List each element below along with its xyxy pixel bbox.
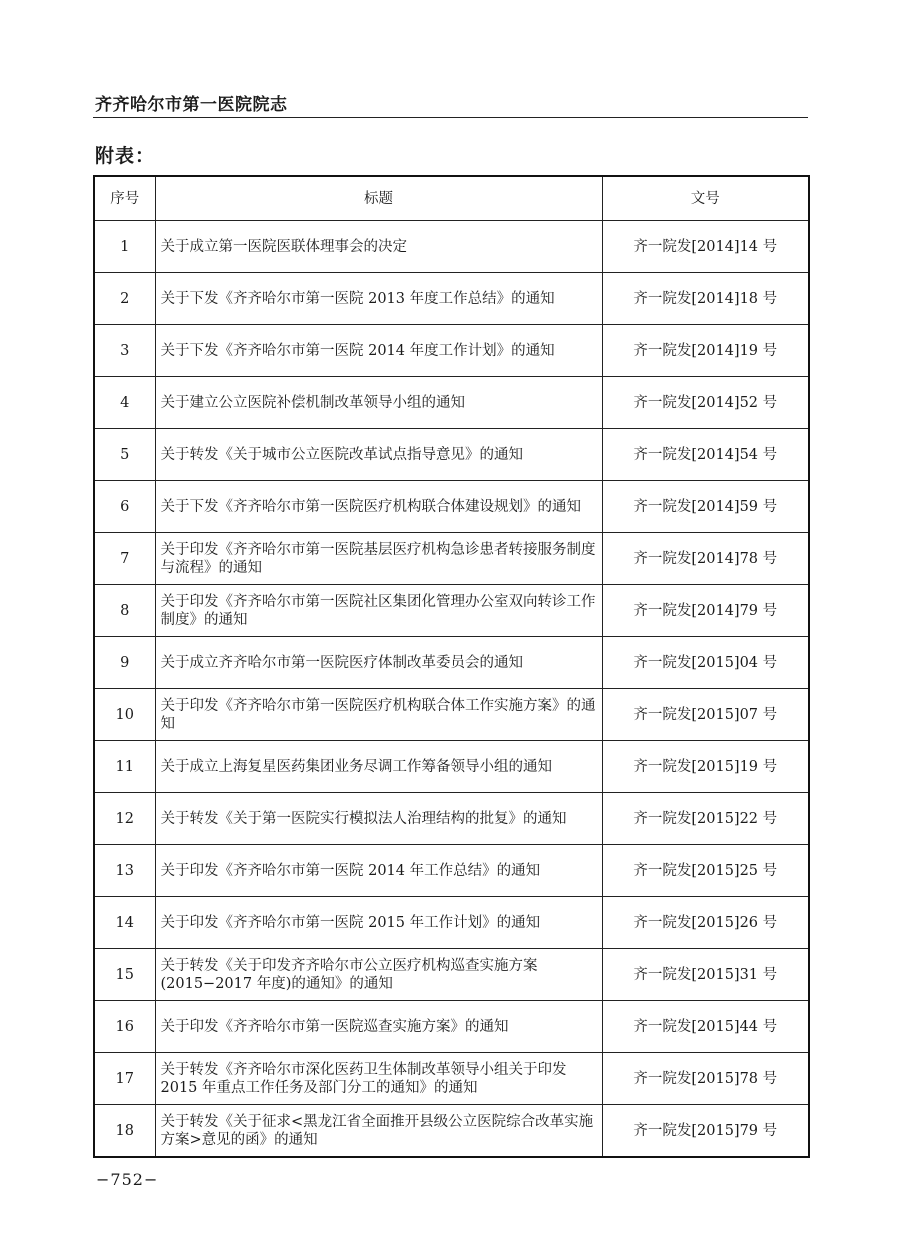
column-header-number: 序号 xyxy=(94,176,155,221)
table-row xyxy=(94,325,809,377)
row-title: 关于印发《齐齐哈尔市第一医院基层医疗机构急诊患者转接服务制度与流程》的通知 xyxy=(155,533,602,585)
row-number: 5 xyxy=(94,429,155,481)
row-document-number: 齐一院发[2014]79 号 xyxy=(602,585,809,637)
running-head: 齐齐哈尔市第一医院院志 xyxy=(95,95,288,115)
row-title: 关于下发《齐齐哈尔市第一医院医疗机构联合体建设规划》的通知 xyxy=(155,481,602,533)
row-title: 关于转发《齐齐哈尔市深化医药卫生体制改革领导小组关于印发 2015 年重点工作任务及部门分工的通知》的通知 xyxy=(155,1053,602,1105)
table-row xyxy=(94,741,809,793)
row-title: 关于成立齐齐哈尔市第一医院医疗体制改革委员会的通知 xyxy=(155,637,602,689)
row-number: 17 xyxy=(94,1053,155,1105)
row-document-number: 齐一院发[2015]79 号 xyxy=(602,1105,809,1158)
row-number: 13 xyxy=(94,845,155,897)
page-number: −752− xyxy=(96,1170,159,1189)
table-row xyxy=(94,585,809,637)
row-number: 16 xyxy=(94,1001,155,1053)
table-row xyxy=(94,533,809,585)
row-document-number: 齐一院发[2014]52 号 xyxy=(602,377,809,429)
table-row xyxy=(94,273,809,325)
table-row xyxy=(94,1105,809,1158)
table-row xyxy=(94,949,809,1001)
row-title: 关于成立第一医院医联体理事会的决定 xyxy=(155,221,602,273)
table-row xyxy=(94,1053,809,1105)
row-title: 关于下发《齐齐哈尔市第一医院 2014 年度工作计划》的通知 xyxy=(155,325,602,377)
row-number: 12 xyxy=(94,793,155,845)
row-title: 关于转发《关于第一医院实行模拟法人治理结构的批复》的通知 xyxy=(155,793,602,845)
row-number: 4 xyxy=(94,377,155,429)
column-header-title: 标题 xyxy=(155,176,602,221)
row-number: 2 xyxy=(94,273,155,325)
row-document-number: 齐一院发[2014]19 号 xyxy=(602,325,809,377)
row-number: 8 xyxy=(94,585,155,637)
row-document-number: 齐一院发[2015]26 号 xyxy=(602,897,809,949)
row-title: 关于印发《齐齐哈尔市第一医院巡查实施方案》的通知 xyxy=(155,1001,602,1053)
row-number: 14 xyxy=(94,897,155,949)
row-title: 关于转发《关于印发齐齐哈尔市公立医疗机构巡查实施方案(2015−2017 年度)的通知》的通知 xyxy=(155,949,602,1001)
row-document-number: 齐一院发[2015]78 号 xyxy=(602,1053,809,1105)
table-row xyxy=(94,897,809,949)
row-number: 3 xyxy=(94,325,155,377)
table-row xyxy=(94,377,809,429)
row-document-number: 齐一院发[2015]25 号 xyxy=(602,845,809,897)
table-row xyxy=(94,1001,809,1053)
section-title: 附表： xyxy=(95,145,156,167)
row-title: 关于印发《齐齐哈尔市第一医院 2015 年工作计划》的通知 xyxy=(155,897,602,949)
row-title: 关于成立上海复星医药集团业务尽调工作筹备领导小组的通知 xyxy=(155,741,602,793)
table-row xyxy=(94,845,809,897)
row-document-number: 齐一院发[2014]18 号 xyxy=(602,273,809,325)
table-row xyxy=(94,689,809,741)
table-row xyxy=(94,221,809,273)
column-header-reference: 文号 xyxy=(602,176,809,221)
row-document-number: 齐一院发[2015]19 号 xyxy=(602,741,809,793)
table-header-row xyxy=(94,176,809,221)
row-document-number: 齐一院发[2015]07 号 xyxy=(602,689,809,741)
row-title: 关于印发《齐齐哈尔市第一医院医疗机构联合体工作实施方案》的通知 xyxy=(155,689,602,741)
row-number: 1 xyxy=(94,221,155,273)
row-title: 关于转发《关于征求<黑龙江省全面推开县级公立医院综合改革实施方案>意见的函》的通知 xyxy=(155,1105,602,1158)
row-document-number: 齐一院发[2015]31 号 xyxy=(602,949,809,1001)
row-title: 关于下发《齐齐哈尔市第一医院 2013 年度工作总结》的通知 xyxy=(155,273,602,325)
row-document-number: 齐一院发[2014]54 号 xyxy=(602,429,809,481)
row-number: 11 xyxy=(94,741,155,793)
row-document-number: 齐一院发[2014]14 号 xyxy=(602,221,809,273)
row-document-number: 齐一院发[2014]59 号 xyxy=(602,481,809,533)
row-number: 9 xyxy=(94,637,155,689)
table-row xyxy=(94,429,809,481)
table-row xyxy=(94,637,809,689)
row-document-number: 齐一院发[2015]04 号 xyxy=(602,637,809,689)
document-table xyxy=(93,175,810,1158)
row-number: 6 xyxy=(94,481,155,533)
row-document-number: 齐一院发[2015]44 号 xyxy=(602,1001,809,1053)
row-number: 18 xyxy=(94,1105,155,1158)
row-number: 10 xyxy=(94,689,155,741)
table-row xyxy=(94,793,809,845)
row-number: 7 xyxy=(94,533,155,585)
header-rule xyxy=(93,117,808,118)
row-title: 关于转发《关于城市公立医院改革试点指导意见》的通知 xyxy=(155,429,602,481)
row-title: 关于建立公立医院补偿机制改革领导小组的通知 xyxy=(155,377,602,429)
row-title: 关于印发《齐齐哈尔市第一医院 2014 年工作总结》的通知 xyxy=(155,845,602,897)
table-row xyxy=(94,481,809,533)
row-number: 15 xyxy=(94,949,155,1001)
row-document-number: 齐一院发[2014]78 号 xyxy=(602,533,809,585)
row-document-number: 齐一院发[2015]22 号 xyxy=(602,793,809,845)
row-title: 关于印发《齐齐哈尔市第一医院社区集团化管理办公室双向转诊工作制度》的通知 xyxy=(155,585,602,637)
